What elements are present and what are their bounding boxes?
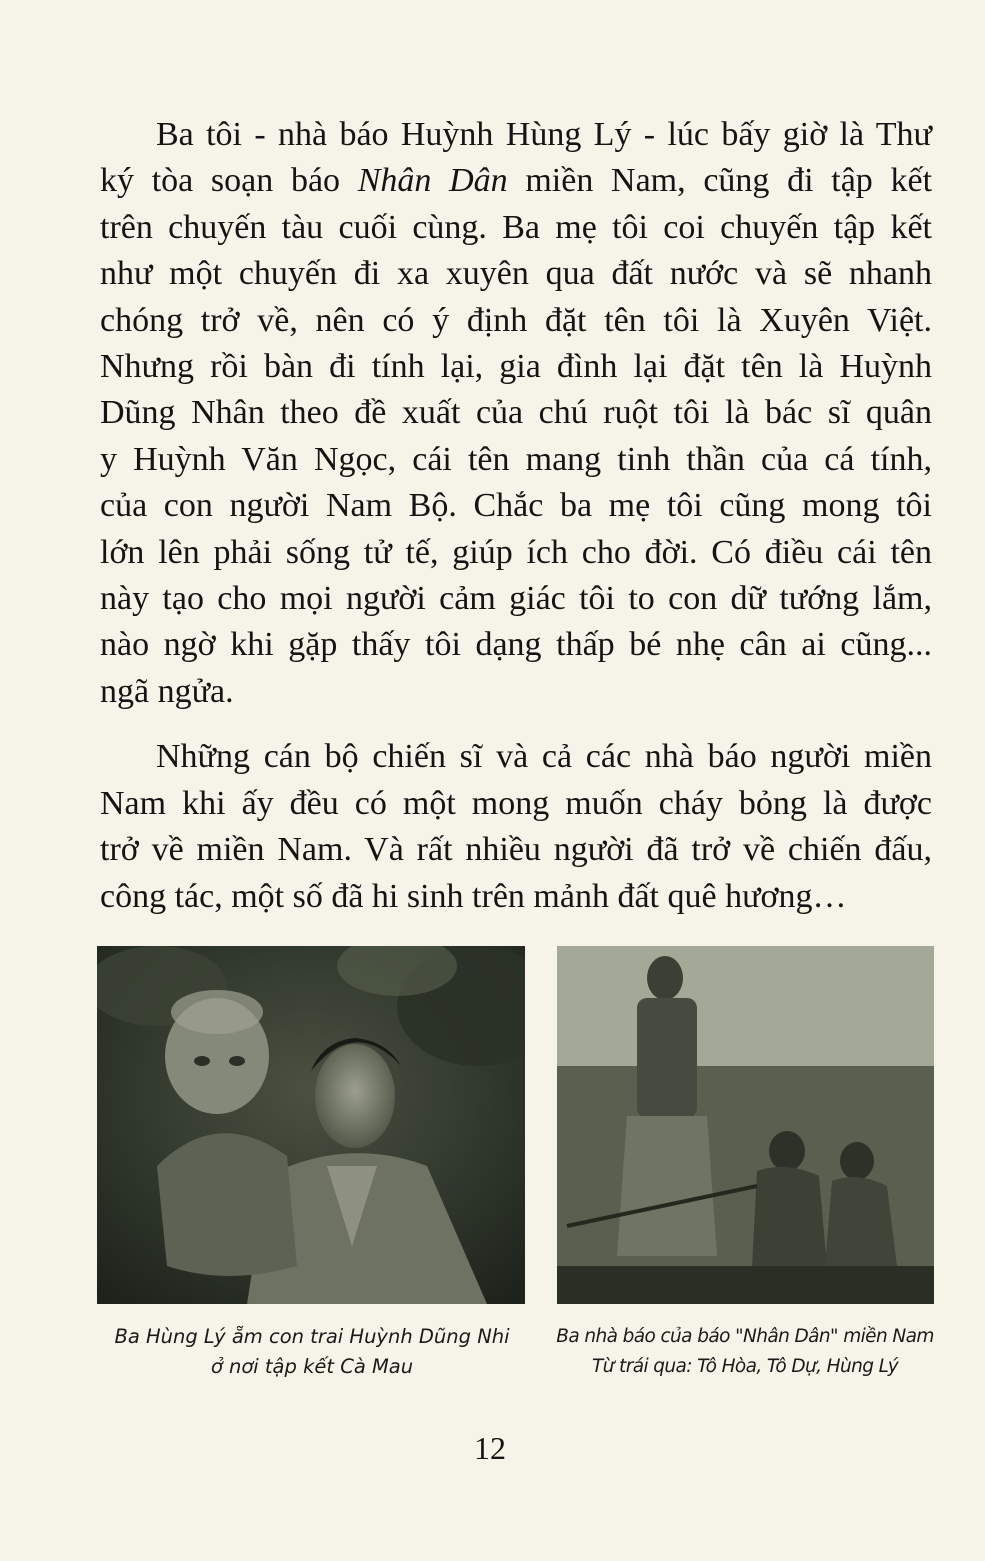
caption-right (545, 1322, 945, 1382)
paragraph-1-line: Nhưng rồi bàn đi tính lại, gia đình lại đặt tên là Huỳnh (100, 348, 932, 386)
paragraph-1-line: lớn lên phải sống tử tế, giúp ích cho đời. Có điều cái tên (100, 533, 932, 571)
caption-left-line: ở nơi tập kết Cà Mau (210, 1355, 414, 1378)
paragraph-2-line: Những cán bộ chiến sĩ và cả các nhà báo người miền (156, 738, 932, 776)
paragraph-1-line: Dũng Nhân theo đề xuất của chú ruột tôi là bác sĩ quân (100, 394, 932, 432)
paragraph-2-line: công tác, một số đã hi sinh trên mảnh đất quê hương… (100, 877, 847, 915)
paragraph-2-line: Nam khi ấy đều có một mong muốn cháy bỏng là được (100, 784, 932, 822)
text-run: ký tòa soạn báo (100, 162, 358, 200)
paragraph-1 (100, 112, 932, 715)
page-number: 12 (474, 1430, 506, 1466)
body-text (100, 112, 932, 920)
paragraph-1-line: Ba tôi - nhà báo Huỳnh Hùng Lý - lúc bấy giờ là Thư (156, 116, 932, 153)
photo-father-and-son (97, 946, 525, 1304)
paragraph-1-line (100, 158, 932, 204)
caption-left-line: Ba Hùng Lý ẵm con trai Huỳnh Dũng Nhi (114, 1325, 510, 1348)
caption-left (97, 1322, 527, 1382)
text-run: miền Nam, cũng đi tập kết (507, 162, 933, 200)
paragraph-2-line: trở về miền Nam. Và rất nhiều người đã trở về chiến đấu, (100, 831, 932, 869)
paragraph-1-line: trên chuyến tàu cuối cùng. Ba mẹ tôi coi chuyến tập kết (100, 208, 932, 246)
paragraph-1-line: nào ngờ khi gặp thấy tôi dạng thấp bé nhẹ cân ai cũng... (100, 626, 932, 664)
paragraph-1-line: y Huỳnh Văn Ngọc, cái tên mang tinh thần của cá tính, (100, 440, 932, 478)
paragraph-1-line: của con người Nam Bộ. Chắc ba mẹ tôi cũng mong tôi (100, 487, 932, 525)
caption-right-line: Ba nhà báo của báo "Nhân Dân" miền Nam (556, 1326, 934, 1347)
photo-three-journalists (557, 946, 934, 1304)
paragraph-1-line: ngã ngửa. (100, 672, 234, 710)
caption-right-line: Từ trái qua: Tô Hòa, Tô Dự, Hùng Lý (591, 1356, 899, 1377)
photo-three-journalists-image (557, 946, 934, 1304)
paragraph-1-line: này tạo cho mọi người cảm giác tôi to con dữ tướng lắm, (100, 580, 932, 618)
photo-father-and-son-image (97, 946, 525, 1304)
paragraph-1-line: chóng trở về, nên có ý định đặt tên tôi là Xuyên Việt. (100, 301, 932, 339)
paragraph-2 (100, 734, 932, 920)
newspaper-title: Nhân Dân (357, 162, 508, 200)
paragraph-1-line: như một chuyến đi xa xuyên qua đất nước và sẽ nhanh (100, 255, 932, 293)
